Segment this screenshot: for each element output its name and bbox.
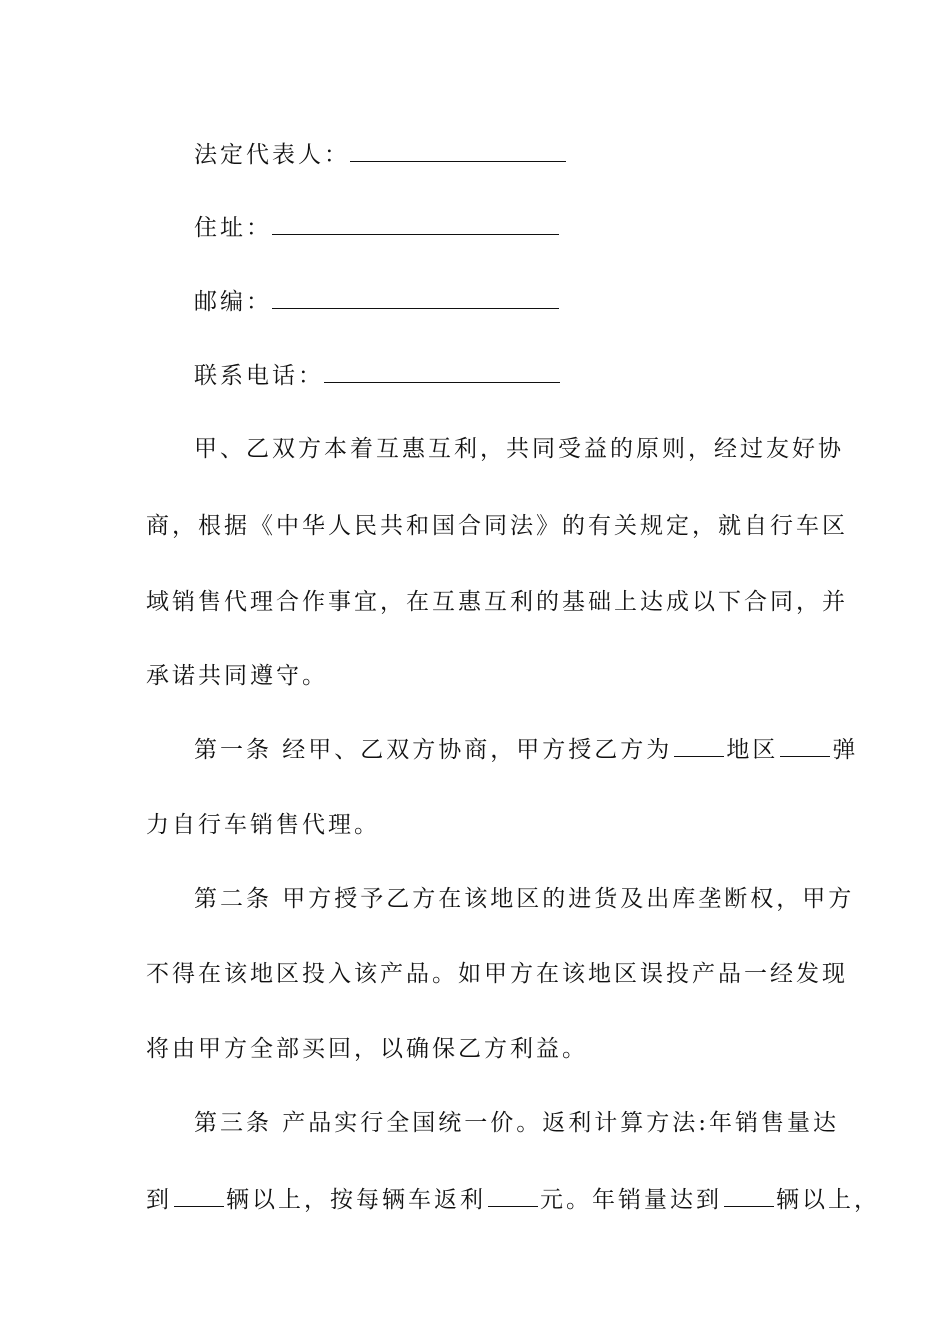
article1-text-c: 弹 — [832, 737, 859, 763]
intro-line-4: 承诺共同遵守。 — [146, 663, 328, 689]
article1-text-a: 第一条 经甲、乙双方协商，甲方授乙方为 — [194, 737, 673, 763]
article2-line-2: 不得在该地区投入该产品。如甲方在该地区误投产品一经发现 — [146, 961, 848, 987]
legal-rep-label: 法定代表人： — [194, 142, 350, 168]
legal-rep-blank[interactable] — [350, 143, 566, 162]
legal-rep-line — [194, 143, 566, 167]
article3-text-c: 元。年销量达到 — [540, 1187, 722, 1213]
address-blank[interactable] — [272, 216, 559, 235]
phone-line — [194, 364, 560, 388]
phone-blank[interactable] — [324, 364, 560, 383]
article2-line-1: 第二条 甲方授予乙方在该地区的进货及出库垄断权，甲方 — [194, 886, 855, 912]
article1-blank-region[interactable] — [674, 738, 724, 757]
article3-text-d: 辆以上， — [776, 1187, 880, 1213]
article2-line-3: 将由甲方全部买回，以确保乙方利益。 — [146, 1036, 588, 1062]
article1-text-b: 地区 — [726, 737, 779, 763]
article3-line-2 — [146, 1188, 880, 1212]
article1-line-2: 力自行车销售代理。 — [146, 812, 380, 838]
article3-blank-qty-2[interactable] — [724, 1188, 774, 1207]
postcode-line — [194, 290, 559, 314]
intro-line-1: 甲、乙双方本着互惠互利，共同受益的原则，经过友好协 — [194, 436, 844, 462]
article3-text-b: 辆以上，按每辆车返利 — [226, 1187, 486, 1213]
address-label: 住址： — [194, 215, 272, 241]
postcode-label: 邮编： — [194, 289, 272, 315]
article1-blank-product[interactable] — [780, 738, 830, 757]
article3-text-a: 到 — [146, 1187, 172, 1213]
phone-label: 联系电话： — [194, 363, 324, 389]
address-line — [194, 216, 559, 240]
article3-blank-rebate[interactable] — [488, 1188, 538, 1207]
article1-line-1 — [194, 738, 858, 762]
postcode-blank[interactable] — [272, 290, 559, 309]
article3-blank-qty-1[interactable] — [174, 1188, 224, 1207]
article3-line-1: 第三条 产品实行全国统一价。返利计算方法:年销售量达 — [194, 1110, 840, 1136]
intro-line-2: 商，根据《中华人民共和国合同法》的有关规定，就自行车区 — [146, 513, 848, 539]
intro-line-3: 域销售代理合作事宜，在互惠互利的基础上达成以下合同，并 — [146, 589, 848, 615]
